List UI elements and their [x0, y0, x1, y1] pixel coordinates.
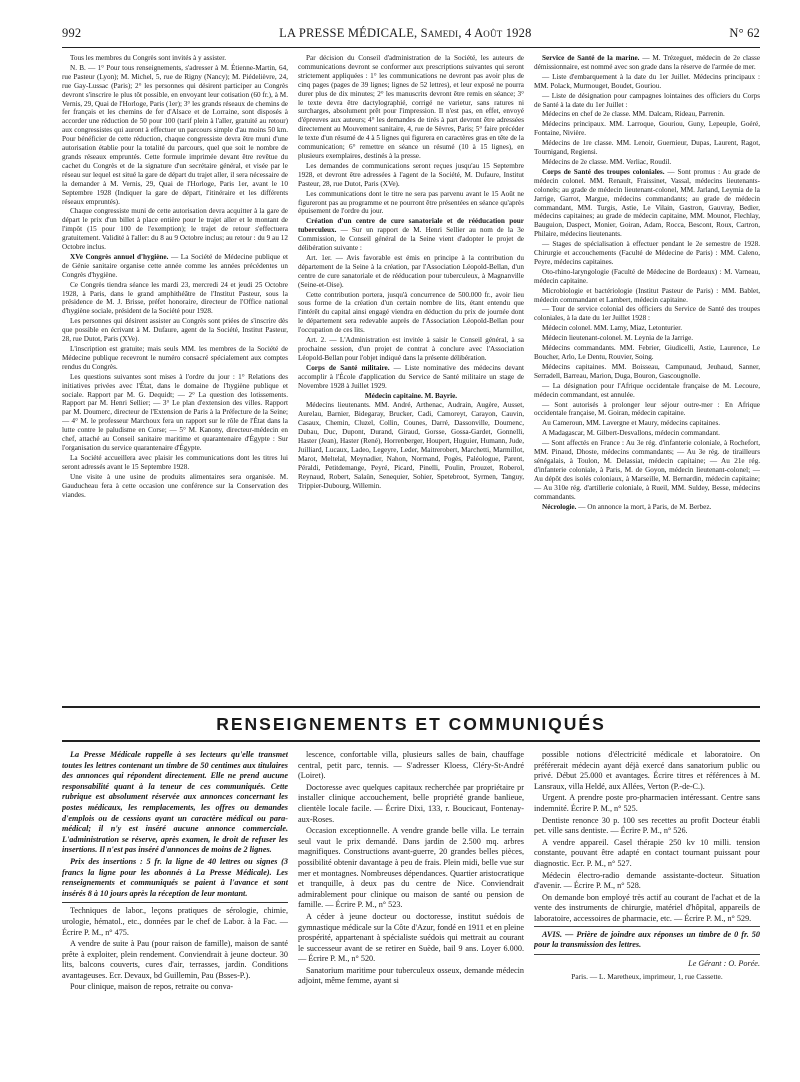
- section-rule: [62, 706, 760, 708]
- journal-title: LA PRESSE MÉDICALE, Samedi, 4 Août 1928: [279, 26, 532, 40]
- paragraph: — Stages de spécialisation à effectuer pendant le 2e semestre de 1928. Chirurgie et accouchements (Faculté de Médecine de Paris) : MM. Caleno, Peyre, médecins capitaines.: [534, 240, 760, 266]
- section-rule: [62, 740, 760, 742]
- classified-ad: A vendre de suite à Pau (pour raison de famille), maison de santé prête à exploiter, plein rendement. Conviendrait à jeune docteur. 30 lits, balcons couverts, cures d'air, terrasses, jardin. Conditions avantageuses. Ecr. Devaux, bd Guillemin, Pau (Bsses-P.).: [62, 939, 288, 980]
- paragraph: Médecins de 1re classe. MM. Lenoir, Guernieur, Dupas, Laurent, Ragot, Tournigand, Regiensi.: [534, 139, 760, 157]
- paragraph: — Tour de service colonial des officiers du Service de Santé des troupes coloniales, à la date du 1er Juillet 1928 :: [534, 305, 760, 323]
- paragraph: Une visite à une usine de produits alimentaires sera organisée. M. Gauducheau fera à cette occasion une conférence sur la Conservation des viandes.: [62, 472, 288, 499]
- avis-notice: AVIS. — Prière de joindre aux réponses un timbre de 0 fr. 50 pour la transmission des lettres.: [534, 926, 760, 955]
- classified-ad: A vendre appareil. Casel thérapie 250 kv 10 milli. tension constante, pouvant être adapté en contact tournant puissant pour diagnostic. Ecr. P. M., n° 527.: [534, 837, 760, 868]
- paragraph: Médecins lieutenants. MM. André, Arthenac, Audrain, Augère, Ausset, Aurelau, Barnier, Bidegaray, Brucker, Cadi, Camoreyt, Carayon, Cauvin, Casaux, Chemin, Cluzel, Collin, Counes, Darré, Dassonville, Doumenc, Dubau, Duc, Dupont, Durand, Giraud, Gorsse, Gossa-Gardet, Gonnelli, Haster (Jean), Haster (René), Horrenberger, Houpert, Huguier, Humann, Jude, Juilliard, Lucaux, Ladeo, Legeyre, Leder, Maitrerobert, Marchetti, Marmillot, Marot, Meltelal, Meynadier, Nahon, Normand, Pogès, Paléologue, Parent, Péraldi, Petitdemange, Peyré, Picard, Pinelli, Poulin, Prouzet, Roberol, Reynaud, Robert, Salaün, Senequier, Sohier, Spetebroot, Syrmen, Tanguy, Trippier-Dubourg, Willemin.: [298, 401, 524, 490]
- paragraph: Microbiologie et bactériologie (Institut Pasteur de Paris) : MM. Bablet, médecin commandant et Lambert, médecin capitaine.: [534, 286, 760, 304]
- paragraph: Médecin capitaine. M. Bayrie.: [364, 391, 458, 400]
- section-heading: Création d'un centre de cure sanatoriale et de rééducation pour tuberculeux. — Sur un rapport de M. Henri Sellier au nom de la 3e Commission, le Conseil général de la Seine vient d'adopter le projet de délibération suivante :: [298, 217, 524, 253]
- section-title: RENSEIGNEMENTS ET COMMUNIQUÉS: [216, 714, 606, 734]
- header-rule: [62, 47, 760, 48]
- paragraph: — Liste de désignation pour campagnes lointaines des officiers du Corps de Santé à la date du 1er Juillet :: [534, 91, 760, 109]
- section-heading: Corps de Santé des troupes coloniales. — Sont promus : Au grade de médecin colonel. MM. Renault, Fraissinet, Vassal, médecins lieutenants-colonels; au grade de médecin lieutenant-colonel, MM. Jarland, Leymia de la Jarrige, Garrot, Margue, médecins commandants; au grade de médecin commandant, MM. Turgis, Astie, Le Vilain, Gastron, Gauvray, Bedier, médecins capitaines; au grade de médecin capitaine, MM. Mounot, Flechlay, Bauguion, Daspect, Monier, Goiran, Adam, Rocca, Bescont, Roux, Cartron, Philaire, médecins lieutenants.: [534, 167, 760, 239]
- paragraph: — Sont affectés en France : Au 3e rég. d'infanterie coloniale, à Rochefort, MM. Pinaud, Dhoste, médecins commandants; — Au 3e rég. de tirailleurs sénégalais, à Toulon, M. Delassiat, médecin capitaine; — Au 21e rég. d'infanterie coloniale, à Paris, M. de Goyon, médecin lieutenant-colonel; — Au dépôt des isolés coloniaux, à Marseille, M. Bernardin, médecin capitaine; — Au 310e rég. d'artillerie coloniale, à Rueil, MM. Suldey, Besse, médecins commandants.: [534, 439, 760, 501]
- paragraph: Médecin colonel. MM. Lamy, Miaz, Letonturier.: [542, 324, 683, 333]
- paragraph: Art. 1er. — Avis favorable est émis en principe à la contribution du département de la Seine à la création, par l'Association Léopold-Bellan, d'un centre de cure sanatoriale et de rééducation pour tuberculeux, à Magnanville (Seine-et-Oise).: [298, 253, 524, 289]
- classified-ad: Dentiste renonce 30 p. 100 ses recettes au profit Docteur établi pet. ville sans dentiste. — Écrire P. M., n° 526.: [534, 815, 760, 836]
- paragraph: Médecins capitaines. MM. Boisseau, Campunaud, Jeuhaud, Sanner, Serradell, Barreau, Marion, Duga, Bouron, Gascougnolle.: [534, 362, 760, 380]
- paragraph: Ce Congrès tiendra séance les mardi 23, mercredi 24 et jeudi 25 Octobre 1928, à Paris, dans le grand amphithéâtre de l'Institut Pasteur, sous la présidence de M. J. Brisse, préfet honoraire, directeur de l'Office national d'hygiène sociale, président de la Société pour 1928.: [62, 280, 288, 316]
- paragraph: Les personnes qui désirent assister au Congrès sont priées de s'inscrire dès que possible en écrivant à M. Dufaure, agent de la Société, Institut Pasteur, 28, rue Dutot, Paris (XVe).: [62, 317, 288, 344]
- paragraph: Tous les membres du Congrès sont invités à y assister.: [70, 54, 227, 62]
- classified-ad: On demande bon employé très actif au courant de l'achat et de la vente des instruments de chirurgie, matériel d'hôpital, appareils de laboratoire, accessoires de pharmacie, etc. — Écrire P. M., n° 529.: [534, 892, 760, 923]
- paragraph: Médecins de 2e classe. MM. Verliac, Roudil.: [542, 157, 672, 166]
- classified-ad: Occasion exceptionnelle. A vendre grande belle villa. Le terrain seul vaut le prix demandé. Dans jardin de 2.500 mq. arbres magnifiques. Constructions avant-guerre, 20 grandes belles pièces, possibilité obtenir davantage à peu de frais. Plein midi, belle vue sur mer et montagnes. Nombreuses dépendances. Quartier aristocratique et tranquille, à deux pas du centre de Nice. Conviendrait admirablement pour clinique ou maison de santé ou pension de famille. — Écrire P. M., n° 523.: [298, 826, 524, 910]
- paragraph: Les communications dont le titre ne sera pas parvenu avant le 15 Août ne figureront pas au programme et ne pourront être présentées en séance qu'après épuisement de l'ordre du jour.: [298, 189, 524, 216]
- paragraph: Art. 2. — L'Administration est invitée à saisir le Conseil général, à sa prochaine session, d'un projet de contrat à conclure avec l'Association Léopold-Bellan pour l'objet indiqué dans la présente délibération.: [298, 336, 524, 362]
- paragraph: L'inscription est gratuite; mais seuls MM. les membres de la Société de Médecine publique recevront le numéro consacré spécialement aux comptes rendus du Congrès.: [62, 345, 288, 371]
- top-columns: [62, 54, 760, 704]
- paragraph: Chaque congressiste muni de cette autorisation devra acquitter à la gare de départ le prix d'un billet à place entière pour le trajet aller et le montant de l'impôt (15 pour 100 de l'exemption); le trajet de retour s'effectuera gratuitement. Validité à l'aller: du 8 au 9 Octobre inclus; au retour : du 9 au 12 Octobre inclus.: [62, 207, 288, 252]
- top-column-1: [62, 54, 288, 704]
- notice-text: La Presse Médicale rappelle à ses lecteurs qu'elle transmet toutes les lettres contenant un timbre de 50 centimes aux titulaires des annonces qui répondent directement. Elle ne prend aucune responsabilité quant à la teneur de ces communiqués. Cette rubrique est absolument réservée aux annonces concernant les postes médicaux, les remplacements, les offres ou demandes d'emplois ou de cessions ayant un caractère médical ou para-médical; il n'y est inséré aucune annonce commerciale. L'administration se réserve, après examen, le droit de refuser les insertions. Il n'est pas inséré d'annonces de moins de 2 lignes.: [62, 750, 288, 855]
- paragraph: N. B. — 1° Pour tous renseignements, s'adresser à M. Étienne-Martin, 64, rue Pasteur (Lyon); M. Michel, 5, rue de Rigny (Nancy); M. Piédelièvre, 24, rue Gay-Lussac (Paris); 2° les personnes qui désirent participer au Congrès devront s'inscrire le plus tôt possible, en envoyant leur cotisation (60 fr.), à M. Vernis, 29, Quai de l'Horloge, Paris (1er); 3° les grands réseaux de chemins de fer français et les chemins de fer d'Alsace et de Lorraine, sont disposés à accorder une réduction de 50 pour 100 (tarif plein à l'aller, gratuité au retour) aux congressistes qui auront à effectuer un parcours simple d'au moins 50 km. Pour bénéficier de cette réduction, chaque congressiste devra être muni d'une autorisation établie pour la totalité du parcours, quel que soit le nombre de grands réseaux empruntés. Cette formule imprimée devant être revêtue du cachet du Congrès et de la signature d'un secrétaire général, et visée par le réseau sur lequel est situé la gare de départ du trajet aller, il sera nécessaire de la demander à M. Vernis, 29, Quai de l'Horloge, Paris 1er, avant le 10 Septembre 1928 (Indiquer la gare de départ, l'itinéraire et les différents réseaux empruntés).: [62, 63, 288, 206]
- printer-credit: Paris. — L. Maretheux, imprimeur, 1, rue Cassette.: [571, 972, 723, 982]
- paragraph: — Sont autorisés à prolonger leur séjour outre-mer : En Afrique occidentale française, M. Goiran, médecin capitaine.: [534, 400, 760, 418]
- bottom-column-2: [298, 750, 524, 1075]
- section-heading: Corps de Santé militaire. — Liste nominative des médecins devant accomplir à l'École d'application du Service de Santé militaire un stage de Novembre 1928 à Juillet 1929.: [298, 363, 524, 390]
- classified-ad: Techniques de labor., leçons pratiques de sérologie, chimie, urologie, hématol., etc., données par le chef de Labor. à la Fac. — Écrire P. M., n° 475.: [62, 906, 288, 937]
- bottom-column-1: [62, 750, 288, 1075]
- paragraph: — Liste d'embarquement à la date du 1er Juillet. Médecins principaux : MM. Polack, Murmouget, Boudet, Gouriou.: [534, 72, 760, 90]
- classified-ad: Pour clinique, maison de repos, retraite ou conva-: [70, 982, 234, 992]
- paragraph: A Madagascar, M. Gilbert-Desvallons, médecin commandant.: [542, 429, 720, 438]
- paragraph: Les demandes de communications seront reçues jusqu'au 15 Septembre 1928, et devront être adressées à l'agent de la Société, M. Dufaure, Institut Pasteur, 28, rue Dutot, Paris (XVe).: [298, 161, 524, 188]
- classified-ad: Médecin électro-radio demande assistante-docteur. Situation d'avenir. — Écrire P. M., n° 528.: [534, 870, 760, 891]
- page-header: [62, 26, 760, 46]
- classified-ad: lescence, confortable villa, plusieurs salles de bain, chauffage central, petit parc, tennis. — S'adresser Kloess, Cléry-St-André (Loiret).: [298, 750, 524, 781]
- paragraph: Médecins commandants. MM. Febrier, Giudicelli, Astie, Laurence, Le Boucher, Arlo, Le Dentu, Rouvier, Soing.: [534, 344, 760, 361]
- top-column-3: [534, 54, 760, 704]
- classified-ad: possible notions d'électricité médicale et laboratoire. On préférerait médecin ayant déjà exercé dans sanatorium public ou privé. Début 25.000 et avantages. Écrire titres et références à M. Lansraux, villa Heldé, aux Allées, Verton (P.-de-C.).: [534, 750, 760, 791]
- paragraph: Cette contribution portera, jusqu'à concurrence de 500.000 fr., avoir lieu sous forme de la création d'un certain nombre de lits, étant entendu que l'intérêt du capital ainsi engagé viendra en déduction du prix de journée dont le département sera redevable auprès de l'Association Léopold-Bellan pour l'occupation de ces lits.: [298, 290, 524, 335]
- bottom-columns: [62, 750, 760, 1075]
- classified-ad: A céder à jeune docteur ou doctoresse, institut suédois de gymnastique médicale sur la Côte d'Azur, fondé en 1911 et en pleine prospérité, appartenant à spécialiste suédois qui mettrait au courant le successeur avant de se retirer en Suède, bail 9 ans. Loyer 6.000. — Écrire P. M., n° 520.: [298, 911, 524, 964]
- page-number: 992: [62, 26, 82, 40]
- paragraph: Médecin lieutenant-colonel. M. Leynia de la Jarrige.: [542, 334, 694, 343]
- paragraph: Les questions suivantes sont mises à l'ordre du jour : 1° Relations des initiatives privées avec l'État, dans le domaine de l'hygiène publique et sociale. Rapport par M. G. Dequidt; — 2° La question des lotissements. Rapport par M. Henri Sellier; — 3° Le plan d'extension des villes. Rapport par M. Doumerc, directeur de l'Extension de Paris à la Préfecture de la Seine; — 4° M. le professeur Marchoux fera un rapport sur le rôle de l'État dans la lutte contre le paludisme en Corse; — 5° M. Kanony, directeur-médecin en chef, attaché au Conseil sanitaire maritime et quarantenaire d'Égypte : Sur l'organisation du service quarantenaire d'Égypte.: [62, 372, 288, 452]
- section-heading: Nécrologie. — On annonce la mort, à Paris, de M. Berbez.: [542, 502, 712, 511]
- gerant-signature: Le Gérant : O. Porée.: [688, 958, 760, 968]
- classified-ad: Doctoresse avec quelques capitaux recherchée par propriétaire pr installer clinique accouchement, belle propriété grande banlieue, clientèle locale facile. — Écrire Dixi, 133, r. Boucicaut, Fontenay-aux-Roses.: [298, 782, 524, 824]
- paragraph: Médecins en chef de 2e classe. MM. Dalcam, Rideau, Parrenin.: [542, 110, 725, 119]
- classified-ad: Urgent. A prendre poste pro-pharmacien intéressant. Centre sans indemnité. Écrire P. M., n° 525.: [534, 793, 760, 813]
- paragraph: Médecins principaux. MM. Larroque, Gouriou, Guny, Lepeuple, Goéré, Fontaine, Nivière.: [534, 120, 760, 138]
- divider: [62, 902, 288, 903]
- bottom-column-3: [534, 750, 760, 1075]
- prices-text: Prix des insertions : 5 fr. la ligne de 40 lettres ou signes (3 francs la ligne pour les abonnés à La Presse Médicale). Les renseignements et communiqués se paient à l'avance et sont insérés 8 à 10 jours après la réception de leur montant.: [62, 856, 288, 898]
- paragraph: — La désignation pour l'Afrique occidentale française de M. Lecoure, médecin commandant, est annulée.: [534, 381, 760, 399]
- issue-number: N° 62: [729, 26, 760, 40]
- paragraph: La Société accueillera avec plaisir les communications dont les titres lui seront adressés avant le 15 Septembre 1928.: [62, 453, 288, 471]
- paragraph: Oto-rhino-laryngologie (Faculté de Médecine de Bordeaux) : M. Varneau, médecin capitaine.: [534, 267, 760, 285]
- classified-ad: Sanatorium maritime pour tuberculeux osseux, demande médecin adjoint, même femme, ayant si: [298, 965, 524, 986]
- section-heading: XVe Congrès annuel d'hygiène. — La Société de Médecine publique et de Génie sanitaire organise cette année comme les années précédentes un Congrès d'hygiène.: [62, 252, 288, 279]
- paragraph: Au Cameroun, MM. Lavergne et Maury, médecins capitaines.: [542, 419, 721, 428]
- paragraph: Par décision du Conseil d'administration de la Société, les auteurs de communications devront se conformer aux prescriptions suivantes qui seront strictement appliquées : 1° les communications ne devront pas avoir plus de cinq pages (pages de 39 lignes; lignes de 52 lettres), et leur exposé ne pourra durer plus de dix minutes; 2° les manuscrits devront être remis en séance; 3° le texte devra être dactylographié, corrigé ne varietur, sans ratures ni surcharges, absolument prêt pour l'impression. Il n'est pas, en effet, envoyé d'épreuves aux auteurs; 4° les demandes de tirés à part devront être adressées directement au Mouvement sanitaire, 4, rue de Sèvres, Paris; 5° faire précéder le texte d'un résumé de 4 à 5 lignes qui figurera en caractères gras en tête de la communication; 6° remettre en séance un résumé (10 à 15 lignes), en plusieurs exemplaires, destinés à la presse.: [298, 54, 524, 160]
- top-column-2: [298, 54, 524, 704]
- section-heading: Service de Santé de la marine. — M. Trézeguet, médecin de 2e classe démissionnaire, est nommé avec son grade dans la réserve de l'armée de mer.: [534, 54, 760, 71]
